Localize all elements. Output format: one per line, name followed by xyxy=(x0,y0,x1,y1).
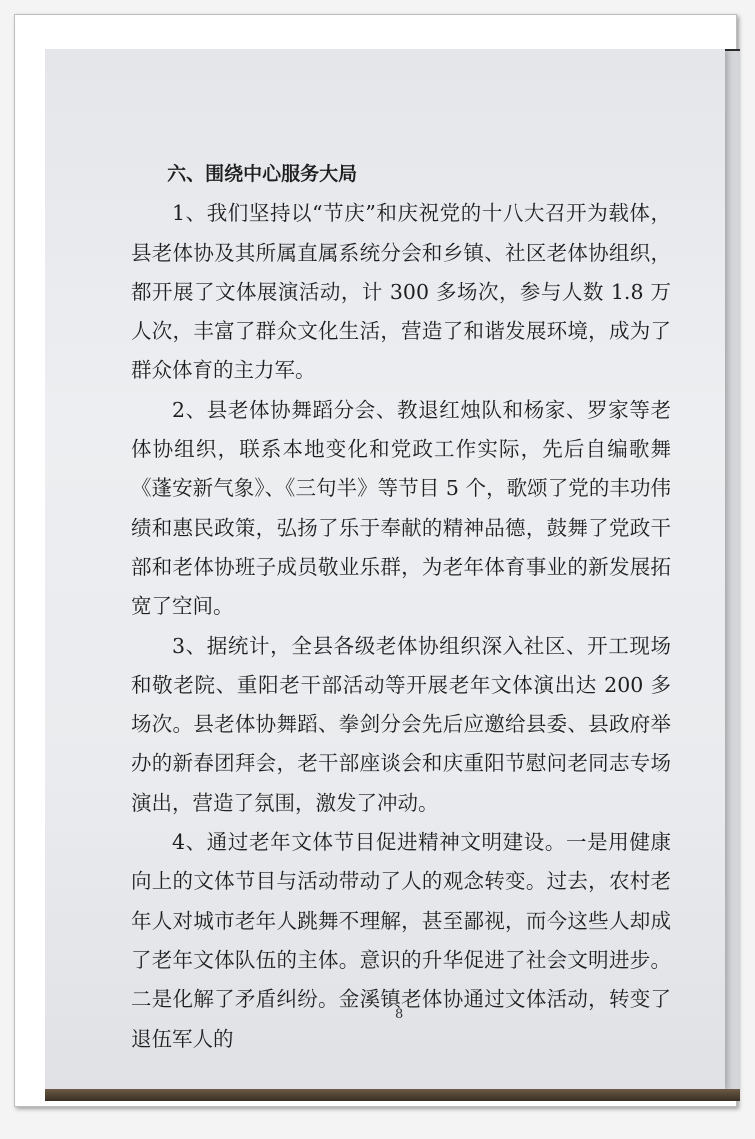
table-surface xyxy=(45,1089,740,1101)
page-text xyxy=(131,155,671,1059)
page-number: 8 xyxy=(395,1007,404,1022)
section-heading: 六、围绕中心服务大局 xyxy=(167,163,358,185)
paragraph-3: 3、据统计，全县各级老体协组织深入社区、开工现场和敬老院、重阳老干部活动等开展老年文体演出达 200 多场次。县老体协舞蹈、拳剑分会先后应邀给县委、县政府举办的新春团拜会，老干部座谈会和庆重阳节慰问老同志专场演出，营造了氛围，激发了冲动。 xyxy=(131,633,671,815)
photo-frame xyxy=(14,14,737,1107)
paragraph-1: 1、我们坚持以“节庆”和庆祝党的十八大召开为载体，县老体协及其所属直属系统分会和乡镇、社区老体协组织，都开展了文体展演活动，计 300 多场次，参与人数 1.8 万人次，丰富了群众文化生活，营造了和谐发展环境，成为了群众体育的主力军。 xyxy=(131,201,671,383)
document-photo xyxy=(45,49,740,1101)
paragraph-4: 4、通过老年文体节目促进精神文明建设。一是用健康向上的文体节目与活动带动了人的观念转变。过去，农村老年人对城市老年人跳舞不理解，甚至鄙视，而今这些人却成了老年文体队伍的主体。意识的升华促进了社会文明进步。二是化解了矛盾纠纷。金溪镇老体协通过文体活动，转变了退伍军人的 xyxy=(131,830,671,1051)
document-page xyxy=(45,49,725,1091)
paragraph-2: 2、县老体协舞蹈分会、教退红烛队和杨家、罗家等老体协组织，联系本地变化和党政工作实际，先后自编歌舞《蓬安新气象》、《三句半》等节目 5 个，歌颂了党的丰功伟绩和惠民政策，弘扬了乐于奉献的精神品德，鼓舞了党政干部和老体协班子成员敬业乐群，为老年体育事业的新发展拓宽了空间。 xyxy=(131,397,671,619)
